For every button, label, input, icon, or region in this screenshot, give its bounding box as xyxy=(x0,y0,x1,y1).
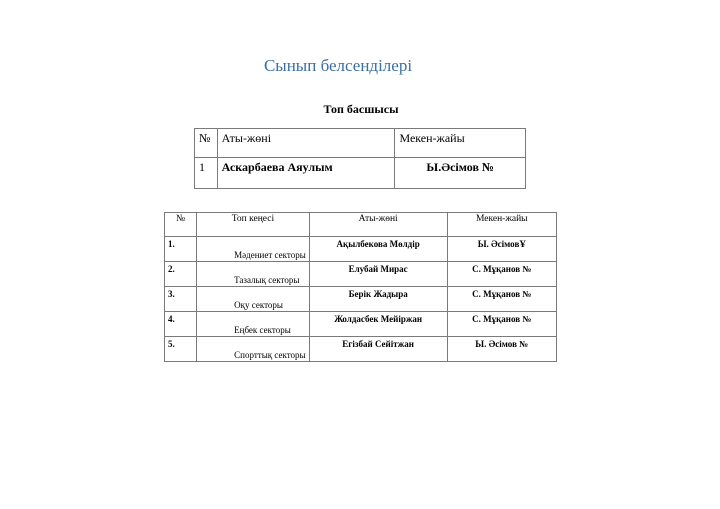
header-number: № xyxy=(195,129,218,158)
row-name: Берік Жадыра xyxy=(309,287,447,312)
table-row xyxy=(165,287,557,312)
header-sector: Топ кеңесі xyxy=(197,213,310,237)
table-row xyxy=(165,312,557,337)
row-address: С. Мұқанов № xyxy=(447,262,556,287)
row-address: Ы. ӘсімовҰ xyxy=(447,237,556,262)
row-number: 1. xyxy=(165,237,197,262)
table-header-row xyxy=(195,129,526,158)
row-name: Ақылбекова Мөлдір xyxy=(309,237,447,262)
row-number: 2. xyxy=(165,262,197,287)
leader-table xyxy=(194,128,526,189)
header-name: Аты-жөні xyxy=(309,213,447,237)
row-number: 5. xyxy=(165,337,197,362)
council-table xyxy=(164,212,557,362)
row-address: С. Мұқанов № xyxy=(447,287,556,312)
row-name: Аскарбаева Аяулым xyxy=(217,158,395,189)
row-name: Елубай Мирас xyxy=(309,262,447,287)
row-name: Егізбай Сейітжан xyxy=(309,337,447,362)
row-number: 1 xyxy=(195,158,218,189)
table-row xyxy=(165,237,557,262)
table-header-row xyxy=(165,213,557,237)
header-name: Аты-жөні xyxy=(217,129,395,158)
row-address: Ы.Әсімов № xyxy=(395,158,526,189)
row-address: С. Мұқанов № xyxy=(447,312,556,337)
row-number: 3. xyxy=(165,287,197,312)
header-number: № xyxy=(165,213,197,237)
table-row xyxy=(165,262,557,287)
row-sector: Спорттық секторы xyxy=(197,337,310,362)
table-row xyxy=(165,337,557,362)
row-number: 4. xyxy=(165,312,197,337)
row-sector: Мәдениет секторы xyxy=(197,237,310,262)
row-sector: Оқу секторы xyxy=(197,287,310,312)
leader-heading: Топ басшысы xyxy=(323,102,399,116)
row-sector: Тазалық секторы xyxy=(197,262,310,287)
page-title: Сынып белсенділері xyxy=(263,56,413,75)
row-address: Ы. Әсімов № xyxy=(447,337,556,362)
table-row xyxy=(195,158,526,189)
row-sector: Еңбек секторы xyxy=(197,312,310,337)
header-address: Мекен-жайы xyxy=(447,213,556,237)
row-name: Жолдасбек Мейіржан xyxy=(309,312,447,337)
header-address: Мекен-жайы xyxy=(395,129,526,158)
